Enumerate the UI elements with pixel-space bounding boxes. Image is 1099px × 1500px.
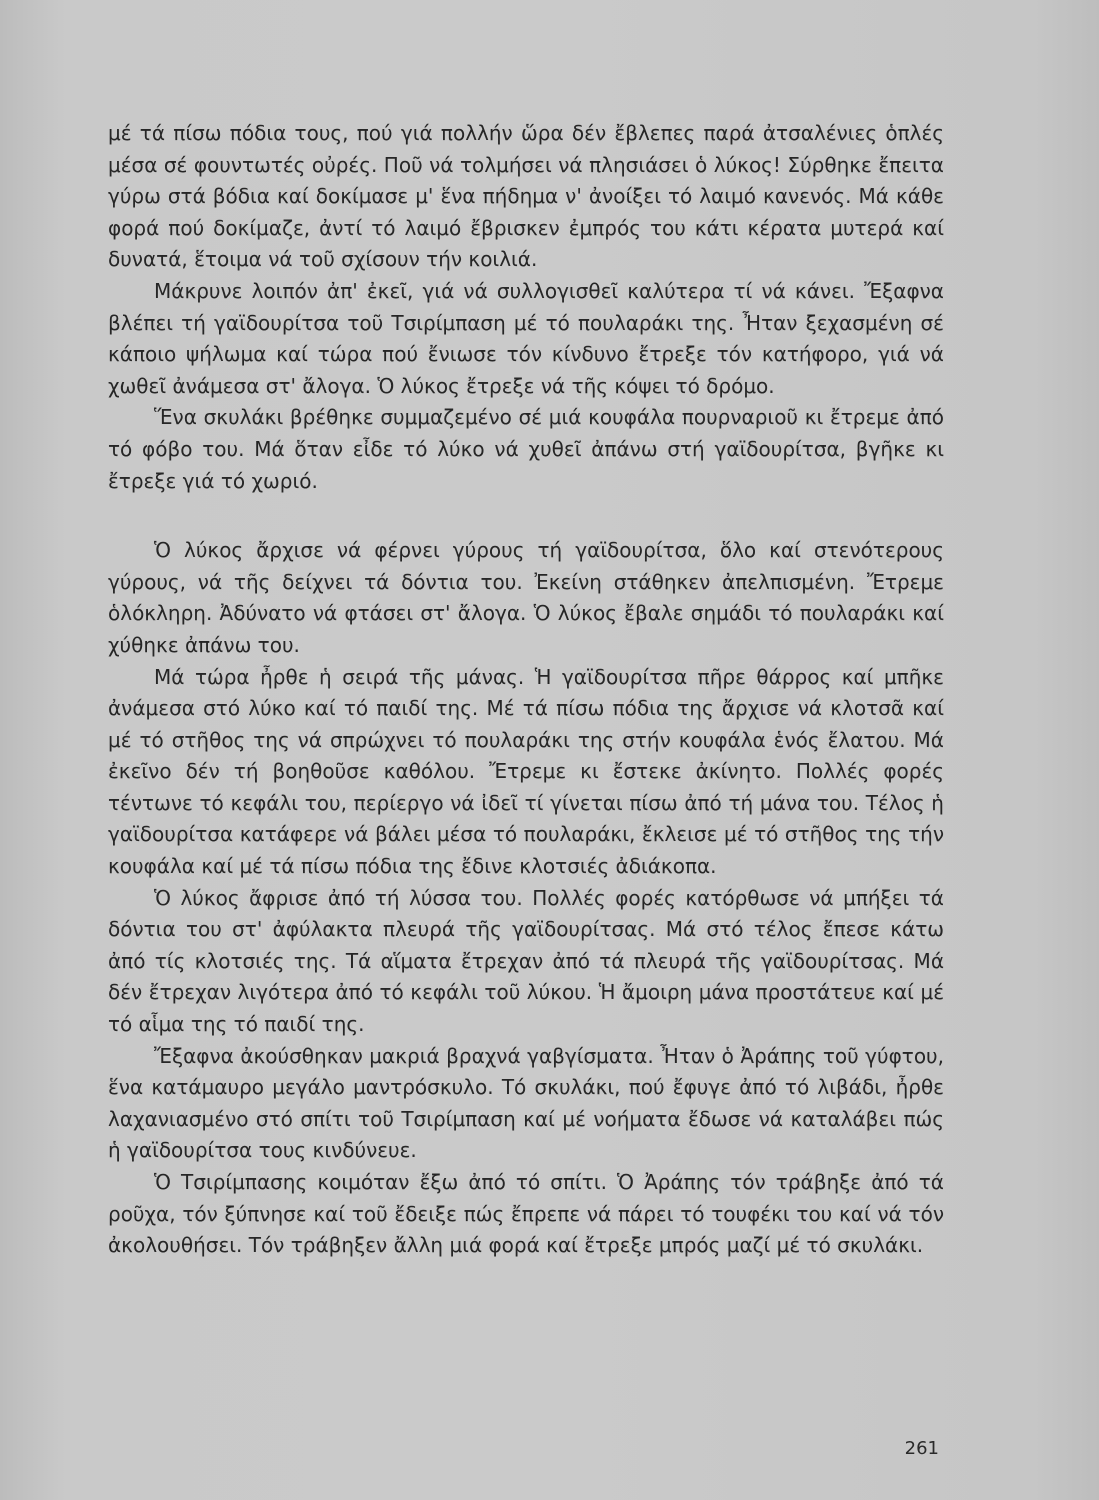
paragraph-3: Ἕνα σκυλάκι βρέθηκε συμμαζεμένο σέ μιά κουφάλα πουρναριοῦ κι ἔτρεμε ἀπό τό φόβο του. Μά ὅταν εἶδε τό λύκο νά χυθεῖ ἀπάνω στή γαϊδουρίτσα, βγῆκε κι ἔτρεξε γιά τό χωριό.: [108, 405, 944, 493]
paragraph-5: Μά τώρα ἦρθε ἡ σειρά τῆς μάνας. Ἡ γαϊδουρίτσα πῆρε θάρρος καί μπῆκε ἀνάμεσα στό λύκο καί τό παιδί της. Μέ τά πίσω πόδια της ἄρχισε νά κλοτσᾶ καί μέ τό στῆθος της νά σπρώχνει τό πουλαράκι της στήν κουφάλα ἑνός ἔλατου. Μά ἐκεῖνο δέν τή βοηθοῦσε καθόλου. Ἔτρεμε κι ἔστεκε ἀκίνητο. Πολλές φορές τέντωνε τό κεφάλι του, περίεργο νά ἰδεῖ τί γίνεται πίσω ἀπό τή μάνα του. Τέλος ἡ γαϊδουρίτσα κατάφερε νά βάλει μέσα τό πουλαράκι, ἔκλεισε μέ τό στῆθος της τήν κουφάλα καί μέ τά πίσω πόδια της ἔδινε κλοτσιές ἀδιάκοπα.: [108, 664, 944, 879]
page-number: 261: [904, 1438, 939, 1459]
paragraph-8: Ὁ Τσιρίμπασης κοιμόταν ἔξω ἀπό τό σπίτι. Ὁ Ἀράπης τόν τράβηξε ἀπό τά ροῦχα, τόν ξύπνησε καί τοῦ ἔδειξε πώς ἔπρεπε νά πάρει τό τουφέκι του καί νά τόν ἀκολουθήσει. Τόν τράβηξεν ἄλλη μιά φορά καί ἔτρεξε μπρός μαζί μέ τό σκυλάκι.: [108, 1170, 944, 1258]
paragraph-2: Μάκρυνε λοιπόν ἀπ' ἐκεῖ, γιά νά συλλογισθεῖ καλύτερα τί νά κάνει. Ἔξαφνα βλέπει τή γαϊδουρίτσα τοῦ Τσιρίμπαση μέ τό πουλαράκι της. Ἦταν ξεχασμένη σέ κάποιο ψήλωμα καί τώρα πού ἔνιωσε τόν κίνδυνο ἔτρεξε τόν κατήφορο, γιά νά χωθεῖ ἀνάμεσα στ' ἄλογα. Ὁ λύκος ἔτρεξε νά τῆς κόψει τό δρόμο.: [108, 278, 944, 398]
paragraph-1: μέ τά πίσω πόδια τους, πού γιά πολλήν ὥρα δέν ἔβλεπες παρά ἀτσαλένιες ὁπλές μέσα σέ φουντωτές οὐρές. Ποῦ νά τολμήσει νά πλησιάσει ὁ λύκος! Σύρθηκε ἔπειτα γύρω στά βόδια καί δοκίμασε μ' ἕνα πήδημα ν' ἀνοίξει τό λαιμό κανενός. Μά κάθε φορά πού δοκίμαζε, ἀντί τό λαιμό ἔβρισκεν ἐμπρός του κάτι κέρατα μυτερά καί δυνατά, ἕτοιμα νά τοῦ σχίσουν τήν κοιλιά.: [108, 121, 944, 272]
paragraph-7: Ἔξαφνα ἀκούσθηκαν μακριά βραχνά γαβγίσματα. Ἦταν ὁ Ἀράπης τοῦ γύφτου, ἕνα κατάμαυρο μεγάλο μαντρόσκυλο. Τό σκυλάκι, πού ἔφυγε ἀπό τό λιβάδι, ἦρθε λαχανιασμένο στό σπίτι τοῦ Τσιρίμπαση καί μέ νοήματα ἔδωσε νά καταλάβει πώς ἡ γαϊδουρίτσα τους κινδύνευε.: [108, 1043, 944, 1163]
body-text: [108, 118, 944, 1262]
paragraph-4: Ὁ λύκος ἄρχισε νά φέρνει γύρους τή γαϊδουρίτσα, ὅλο καί στενότερους γύρους, νά τῆς δείχνει τά δόντια του. Ἐκείνη στάθηκεν ἀπελπισμένη. Ἔτρεμε ὁλόκληρη. Ἀδύνατο νά φτάσει στ' ἄλογα. Ὁ λύκος ἔβαλε σημάδι τό πουλαράκι καί χύθηκε ἀπάνω του.: [108, 538, 944, 657]
paragraph-6: Ὁ λύκος ἄφρισε ἀπό τή λύσσα του. Πολλές φορές κατόρθωσε νά μπήξει τά δόντια του στ' ἀφύλακτα πλευρά τῆς γαϊδουρίτσας. Μά στό τέλος ἔπεσε κάτω ἀπό τίς κλοτσιές της. Τά αἵματα ἔτρεχαν ἀπό τά πλευρά τῆς γαϊδουρίτσας. Μά δέν ἔτρεχαν λιγότερα ἀπό τό κεφάλι τοῦ λύκου. Ἡ ἄμοιρη μάνα προστάτευε καί μέ τό αἷμα της τό παιδί της.: [108, 885, 944, 1037]
